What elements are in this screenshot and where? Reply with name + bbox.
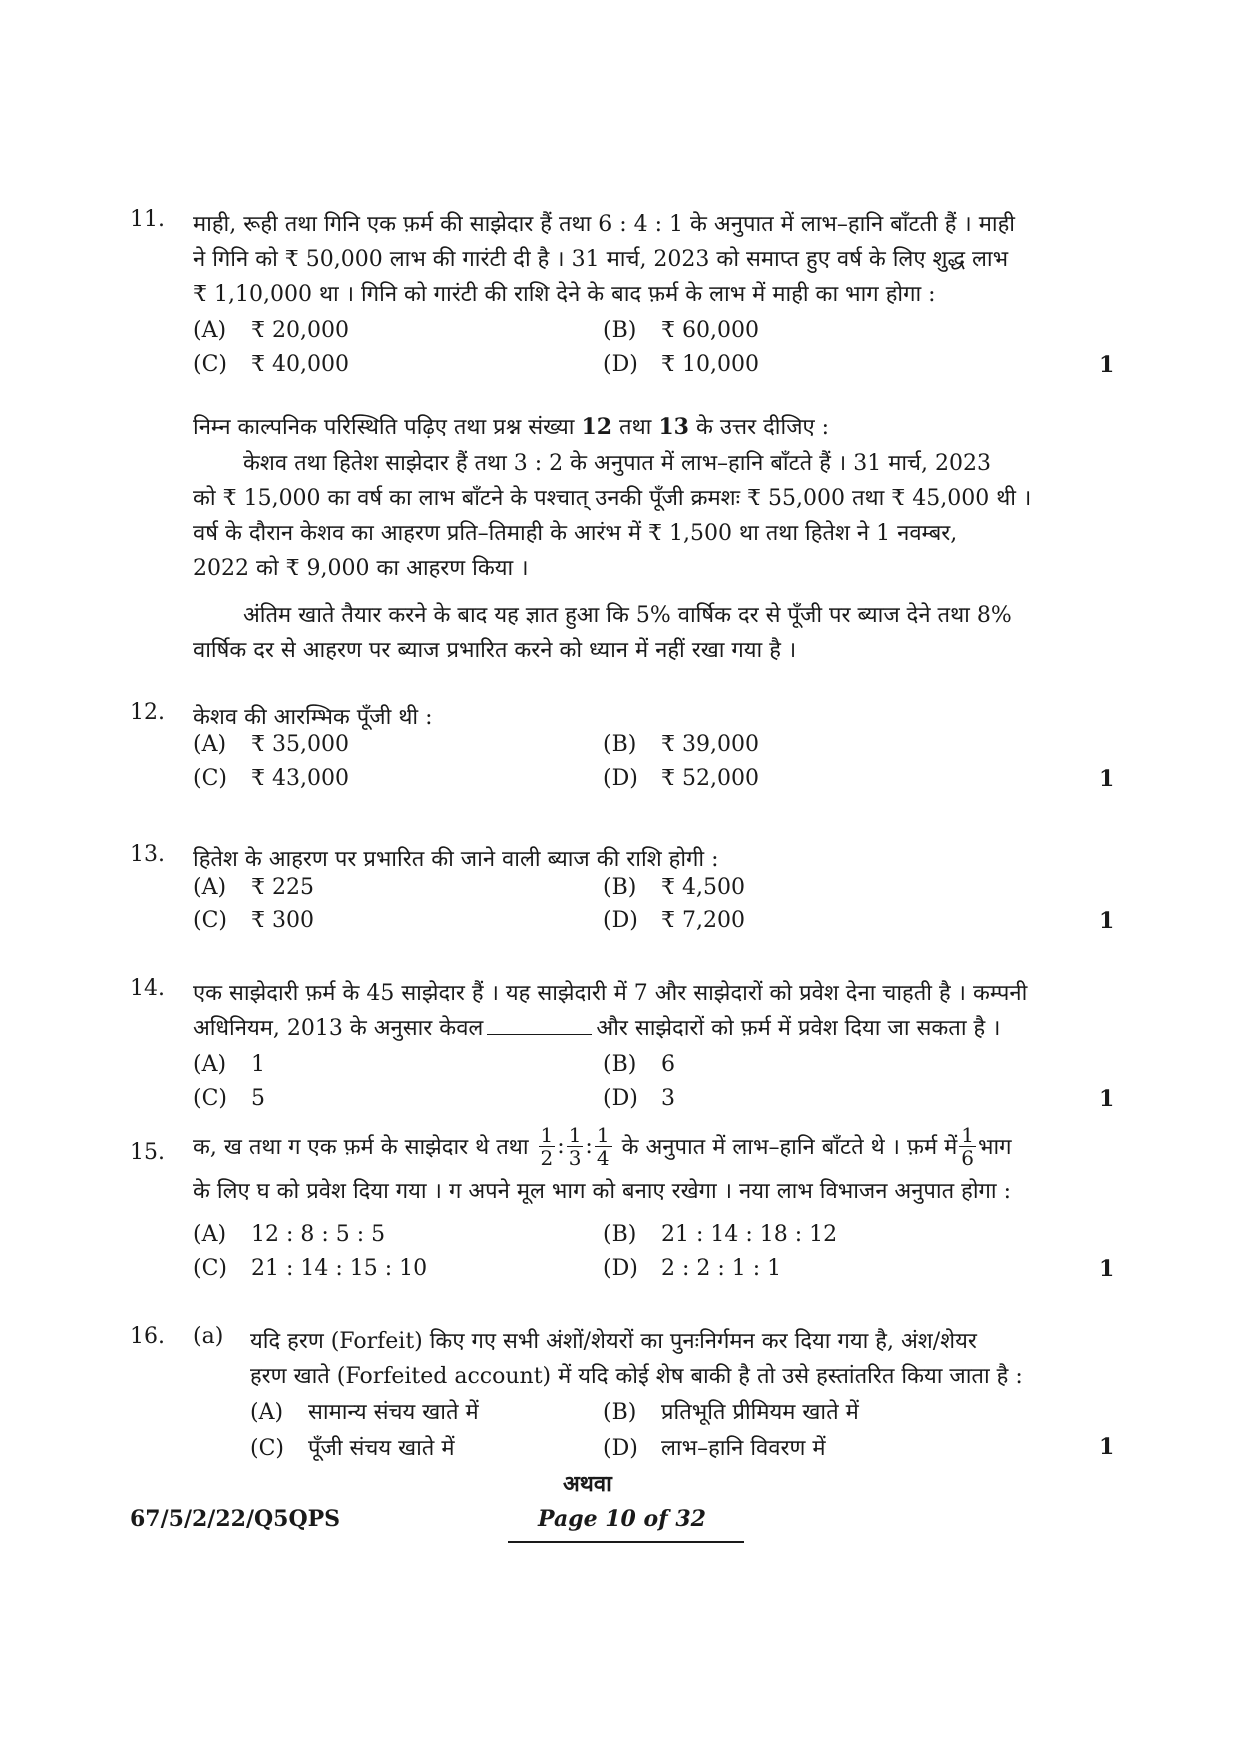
option-c[interactable]: (C) 5 [193, 1086, 265, 1111]
case-paragraph-1: केशव तथा हितेश साझेदार हैं तथा 3 : 2 के अनुपात में लाभ–हानि बाँटते हैं । 31 मार्च, 2023 को ₹ 15,000 का वर्ष का लाभ बाँटने के पश्चात् उनकी पूँजी क्रमशः ₹ 55,000 तथा ₹ 45,000 थी । वर्ष के दौरान केशव का आहरण प्रति–तिमाही के आरंभ में ₹ 1,500 था तथा हितेश ने 1 नवम्बर, 2022 को ₹ 9,000 का आहरण किया । [193, 451, 1032, 581]
marks: 1 [1099, 1256, 1115, 1282]
question-number: 12. [130, 700, 165, 725]
marks: 1 [1099, 908, 1115, 934]
fraction-sixth: $\frac{1}{6}$ [961, 1122, 974, 1170]
question-text: केशव की आरम्भिक पूँजी थी : [193, 705, 433, 730]
question-number: 15. [130, 1140, 165, 1165]
case-paragraph-2: अंतिम खाते तैयार करने के बाद यह ज्ञात हुआ कि 5% वार्षिक दर से पूँजी पर ब्याज देने तथा 8% वार्षिक दर से आहरण पर ब्याज प्रभारित करने को ध्यान में नहीं रखा गया है । [193, 603, 1012, 663]
question-number: 16. [130, 1324, 165, 1349]
question-number: 13. [130, 842, 165, 867]
page-number: Page 10 of 32 [538, 1506, 706, 1532]
option-b[interactable]: (B) 6 [603, 1052, 675, 1077]
fraction-third: $\frac{1}{3}$ [568, 1122, 582, 1170]
question-line: ने गिनि को ₹ 50,000 लाभ की गारंटी दी है । 31 मार्च, 2023 को समाप्त हुए वर्ष के लिए शुद्ध लाभ [193, 247, 1009, 272]
option-c[interactable]: (C) ₹ 300 [193, 908, 314, 933]
question-line: माही, रूही तथा गिनि एक फ़र्म की साझेदार हैं तथा 6 : 4 : 1 के अनुपात में लाभ–हानि बाँटती हैं । माही [193, 212, 1016, 237]
option-d[interactable]: (D) लाभ–हानि विवरण में [603, 1436, 826, 1461]
option-c[interactable]: (C) 21 : 14 : 15 : 10 [193, 1256, 428, 1281]
option-d[interactable]: (D) ₹ 52,000 [603, 766, 759, 791]
marks: 1 [1099, 352, 1115, 378]
option-d[interactable]: (D) ₹ 10,000 [603, 352, 759, 377]
question-line-2: के लिए घ को प्रवेश दिया गया । ग अपने मूल भाग को बनाए रखेगा । नया लाभ विभाजन अनुपात होगा : [193, 1179, 1012, 1204]
question-text: यदि हरण (Forfeit) किए गए सभी अंशों/शेयरों का पुनःनिर्गमन कर दिया गया है, अंश/शेयर हरण खाते (Forfeited account) में यदि कोई शेष बाकी है तो उसे हस्तांतरित किया जाता है : [250, 1329, 1023, 1389]
option-b[interactable]: (B) प्रतिभूति प्रीमियम खाते में [603, 1400, 859, 1425]
option-b[interactable]: (B) 21 : 14 : 18 : 12 [603, 1222, 838, 1247]
option-a[interactable]: (A) ₹ 35,000 [193, 732, 349, 757]
or-divider: अथवा [563, 1471, 612, 1497]
question-number: 14. [130, 976, 165, 1001]
option-a[interactable]: (A) 1 [193, 1052, 265, 1077]
question-text [193, 207, 1055, 312]
option-a[interactable]: (A) सामान्य संचय खाते में [250, 1400, 479, 1425]
marks: 1 [1099, 1434, 1115, 1460]
question-line-1: क, ख तथा ग एक फ़र्म के साझेदार थे तथा $\frac{1}{2}$ : $\frac{1}{3}$ : $\frac{1}{4}$ के अनुपात में लाभ–हानि बाँटते थे । फ़र्म में $\frac{1}{6}$ भाग [193, 1122, 1012, 1170]
paper-code: 67/5/2/22/Q5QPS [130, 1506, 341, 1532]
option-c[interactable]: (C) ₹ 40,000 [193, 352, 349, 377]
option-d[interactable]: (D) 2 : 2 : 1 : 1 [603, 1256, 782, 1281]
option-b[interactable]: (B) ₹ 60,000 [603, 318, 759, 343]
sub-question-label: (a) [193, 1324, 224, 1349]
question-number: 11. [130, 207, 165, 232]
question-text: हितेश के आहरण पर प्रभारित की जाने वाली ब्याज की राशि होगी : [193, 847, 719, 872]
option-c[interactable]: (C) ₹ 43,000 [193, 766, 349, 791]
option-d[interactable]: (D) ₹ 7,200 [603, 908, 745, 933]
option-a[interactable]: (A) 12 : 8 : 5 : 5 [193, 1222, 386, 1247]
question-text: एक साझेदारी फ़र्म के 45 साझेदार हैं । यह साझेदारी में 7 और साझेदारों को प्रवेश देना चाहती है । कम्पनी अधिनियम, 2013 के अनुसार केवल और साझेदारों को फ़र्म में प्रवेश दिया जा सकता है । [193, 981, 1028, 1041]
fraction-half: $\frac{1}{2}$ [540, 1122, 554, 1170]
answer-blank [487, 1033, 592, 1035]
option-a[interactable]: (A) ₹ 20,000 [193, 318, 349, 343]
option-c[interactable]: (C) पूँजी संचय खाते में [250, 1436, 455, 1461]
case-intro: निम्न काल्पनिक परिस्थिति पढ़िए तथा प्रश्न संख्या 12 तथा 13 के उत्तर दीजिए : [193, 414, 830, 440]
marks: 1 [1099, 1086, 1115, 1112]
option-a[interactable]: (A) ₹ 225 [193, 875, 314, 900]
marks: 1 [1099, 766, 1115, 792]
fraction-quarter: $\frac{1}{4}$ [596, 1122, 610, 1170]
option-b[interactable]: (B) ₹ 39,000 [603, 732, 759, 757]
option-b[interactable]: (B) ₹ 4,500 [603, 875, 745, 900]
footer-underline [508, 1541, 744, 1543]
option-d[interactable]: (D) 3 [603, 1086, 675, 1111]
question-line: ₹ 1,10,000 था । गिनि को गारंटी की राशि देने के बाद फ़र्म के लाभ में माही का भाग होगा : [193, 282, 936, 307]
